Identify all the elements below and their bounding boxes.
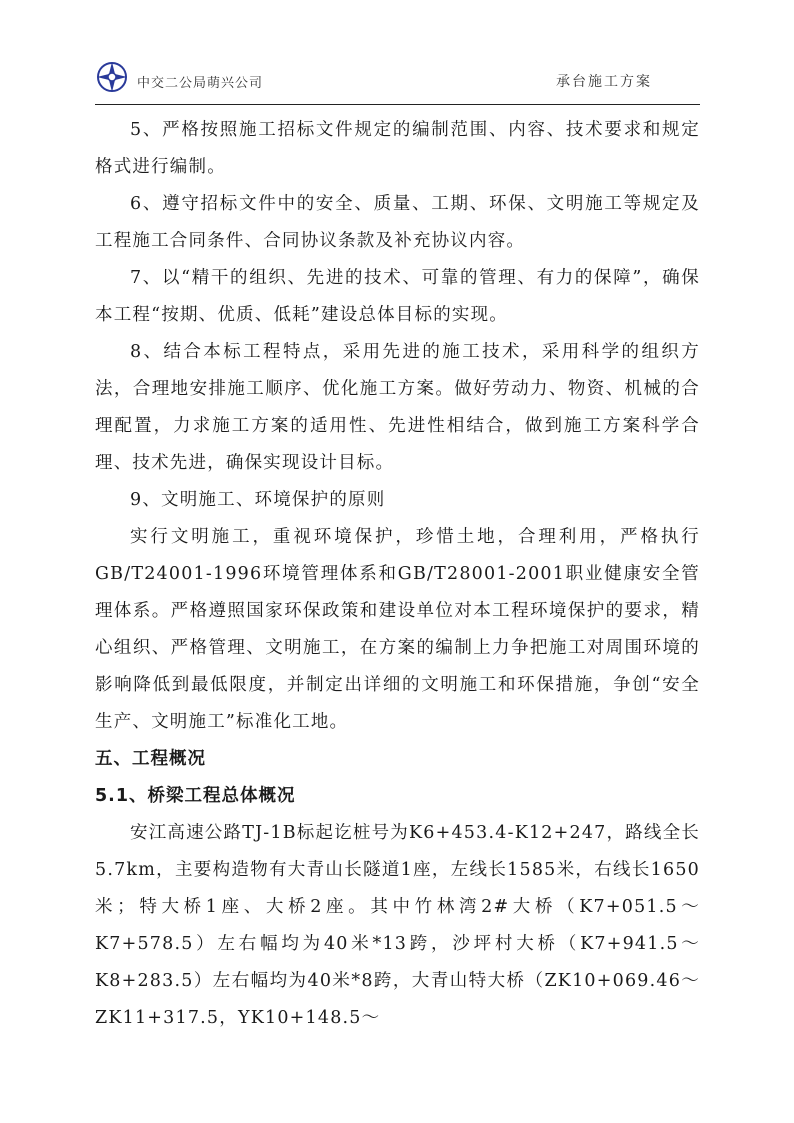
subsection-heading: 5.1、桥梁工程总体概况 [95,786,296,806]
paragraph-item-7: 7、以“精干的组织、先进的技术、可靠的管理、有力的保障”，确保本工程“按期、优质、低耗”建设总体目标的实现。 [95,268,700,325]
section-heading: 五、工程概况 [95,749,206,769]
document-body [95,112,700,1037]
paragraph-item-5: 5、严格按照施工招标文件规定的编制范围、内容、技术要求和规定格式进行编制。 [95,120,700,177]
company-logo-icon [95,60,129,94]
document-title: 承台施工方案 [556,74,652,90]
paragraph-civilized-construction: 实行文明施工，重视环境保护，珍惜土地，合理利用，严格执行GB/T24001-1996环境管理体系和GB/T28001-2001职业健康安全管理体系。严格遵照国家环保政策和建设单位对本工程环境保护的要求，精心组织、严格管理、文明施工，在方案的编制上力争把施工对周围环境的影响降低到最低限度，并制定出详细的文明施工和环保措施，争创“安全生产、文明施工”标准化工地。 [95,527,700,732]
paragraph-item-8: 8、结合本标工程特点，采用先进的施工技术，采用科学的组织方法，合理地安排施工顺序、优化施工方案。做好劳动力、物资、机械的合理配置，力求施工方案的适用性、先进性相结合，做到施工方案科学合理、技术先进，确保实现设计目标。 [95,342,700,473]
paragraph-item-6: 6、遵守招标文件中的安全、质量、工期、环保、文明施工等规定及工程施工合同条件、合同协议条款及补充协议内容。 [95,194,700,251]
company-name: 中交二公局萌兴公司 [137,76,264,91]
paragraph-bridge-overview: 安江高速公路TJ-1B标起讫桩号为K6+453.4-K12+247，路线全长5.7km，主要构造物有大青山长隧道1座，左线长1585米，右线长1650米；特大桥1座、大桥2座。其中竹林湾2#大桥（K7+051.5～K7+578.5）左右幅均为40米*13跨，沙坪村大桥（K7+941.5～K8+283.5）左右幅均为40米*8跨，大青山特大桥（ZK10+069.46～ZK11+317.5，YK10+148.5～ [95,823,700,1028]
paragraph-item-9: 9、文明施工、环境保护的原则 [130,490,386,510]
page-header [95,58,700,105]
